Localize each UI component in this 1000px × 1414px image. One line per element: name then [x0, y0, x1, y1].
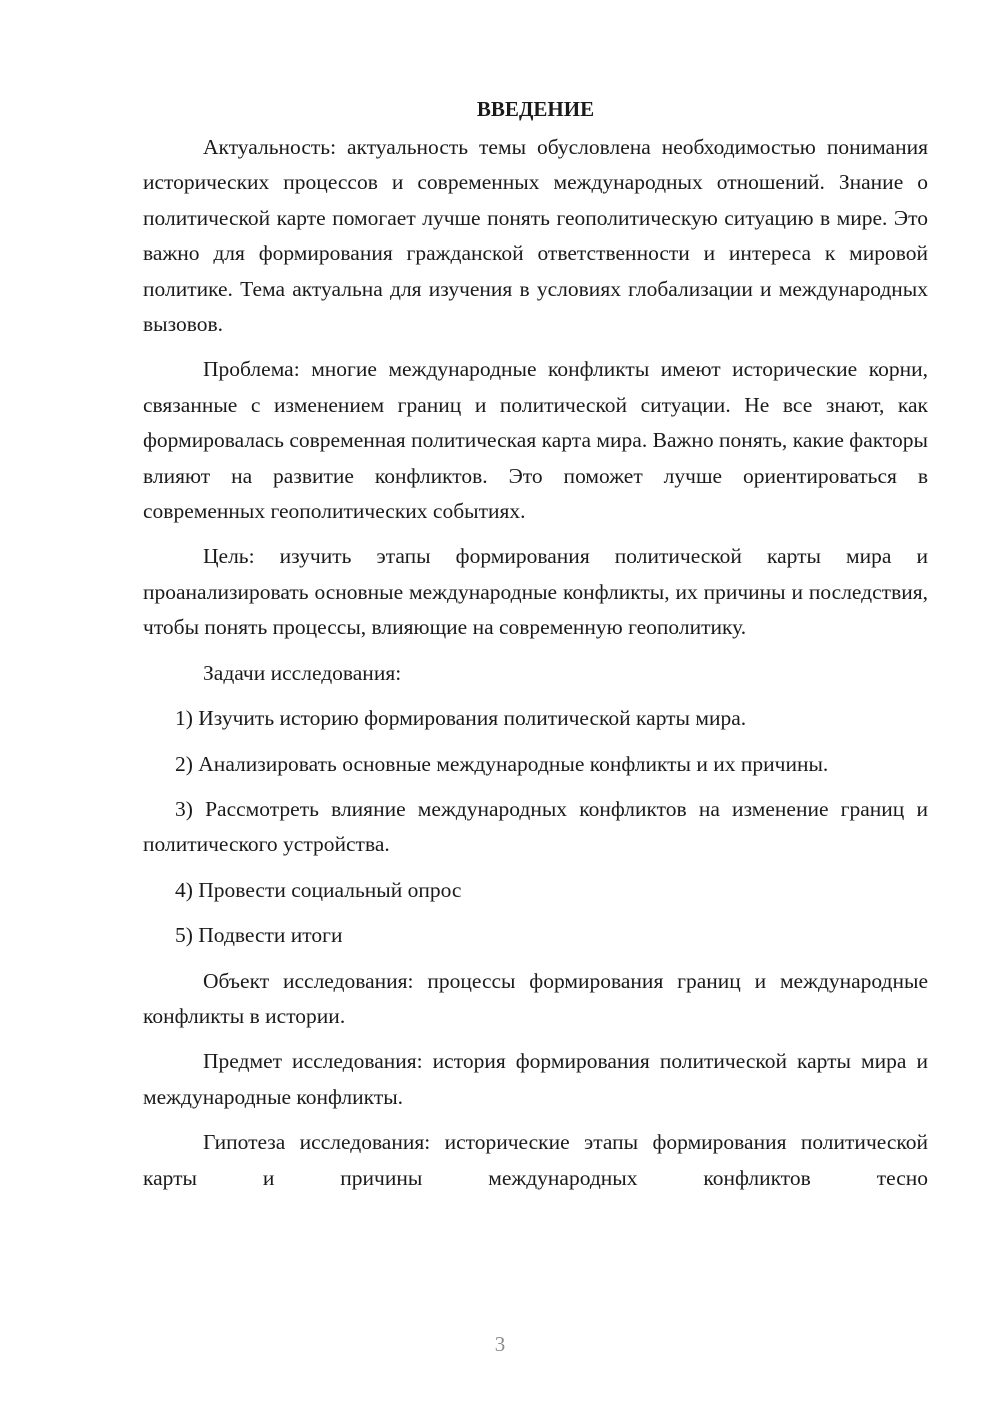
section-title: ВВЕДЕНИЕ	[476, 97, 595, 121]
subject-paragraph: Предмет исследования: история формирования политической карты мира и международные конфликты.	[143, 1049, 928, 1109]
problem-paragraph: Проблема: многие международные конфликты имеют исторические корни, связанные с изменением границ и политической ситуации. Не все знают, как формировалась современная политическая карта мира. Важно понять, какие факторы влияют на развитие конфликтов. Это поможет лучше ориентироваться в современных геополитических событиях.	[143, 357, 928, 524]
task-item-4: 4) Провести социальный опрос	[175, 877, 462, 902]
task-item-1: 1) Изучить историю формирования политической карты мира.	[175, 706, 747, 731]
document-page	[143, 94, 928, 1206]
relevance-paragraph: Актуальность: актуальность темы обусловлена необходимостью понимания исторических процессов и современных международных отношений. Знание о политической карте помогает лучше понять геополитическую ситуацию в мире. Это важно для формирования гражданской ответственности и интереса к мировой политике. Тема актуальна для изучения в условиях глобализации и международных вызовов.	[143, 135, 928, 337]
task-item-2: 2) Анализировать основные международные конфликты и их причины.	[175, 751, 829, 776]
tasks-heading: Задачи исследования:	[203, 660, 402, 685]
hypothesis-paragraph: Гипотеза исследования: исторические этапы формирования политической карты и причины международных конфликтов тесно	[143, 1130, 928, 1190]
page-number: 3	[494, 1332, 506, 1356]
object-paragraph: Объект исследования: процессы формирования границ и международные конфликты в истории.	[143, 968, 928, 1028]
goal-paragraph: Цель: изучить этапы формирования политической карты мира и проанализировать основные международные конфликты, их причины и последствия, чтобы понять процессы, влияющие на современную геополитику.	[143, 544, 928, 640]
task-item-5: 5) Подвести итоги	[175, 923, 343, 948]
task-item-3: 3) Рассмотреть влияние международных конфликтов на изменение границ и политического устройства.	[143, 796, 928, 857]
